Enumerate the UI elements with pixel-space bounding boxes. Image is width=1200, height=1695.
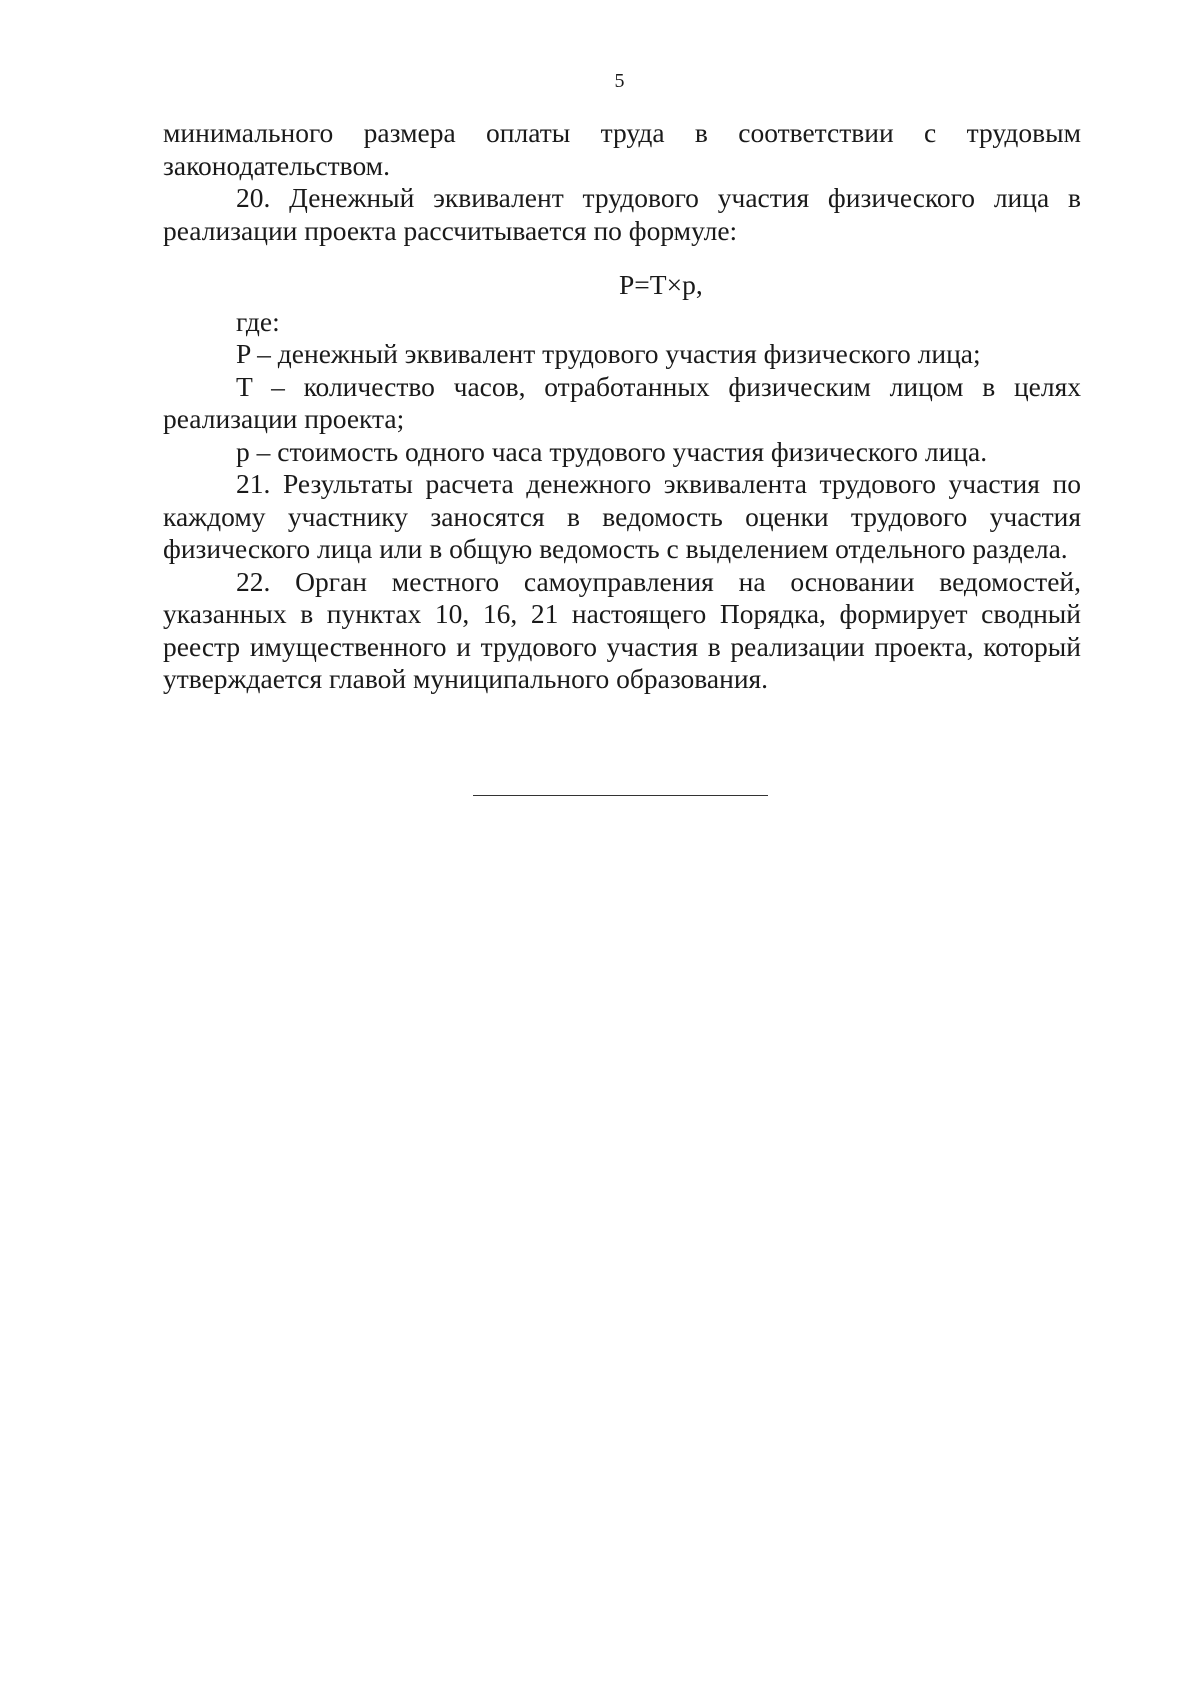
definition-p: p – стоимость одного часа трудового участия физического лица. <box>236 435 988 467</box>
end-separator-line <box>473 795 768 796</box>
formula: P=T×p, <box>619 269 703 300</box>
paragraph-continuation: минимального размера оплаты труда в соответствии с трудовым законодательством. <box>163 117 1081 181</box>
definition-P: P – денежный эквивалент трудового участия физического лица; <box>236 338 981 369</box>
definition-T: T – количество часов, отработанных физическим лицом в целях реализации проекта; <box>163 370 1081 434</box>
paragraph-21: 21. Результаты расчета денежного эквивалента трудового участия по каждому участнику заносятся в ведомость оценки трудового участия физического лица или в общую ведомость с выделением отдельного раздела. <box>163 468 1081 564</box>
where-label: где: <box>236 305 280 337</box>
page-number: 5 <box>614 70 625 92</box>
paragraph-22: 22. Орган местного самоуправления на основании ведомостей, указанных в пунктах 10, 16, 21 настоящего Порядка, формирует сводный реестр имущественного и трудового участия в реализации проекта, который утверждается главой муниципального образования. <box>163 565 1081 694</box>
paragraph-20: 20. Денежный эквивалент трудового участия физического лица в реализации проекта рассчитывается по формуле: <box>163 182 1081 246</box>
document-body <box>163 117 1081 696</box>
